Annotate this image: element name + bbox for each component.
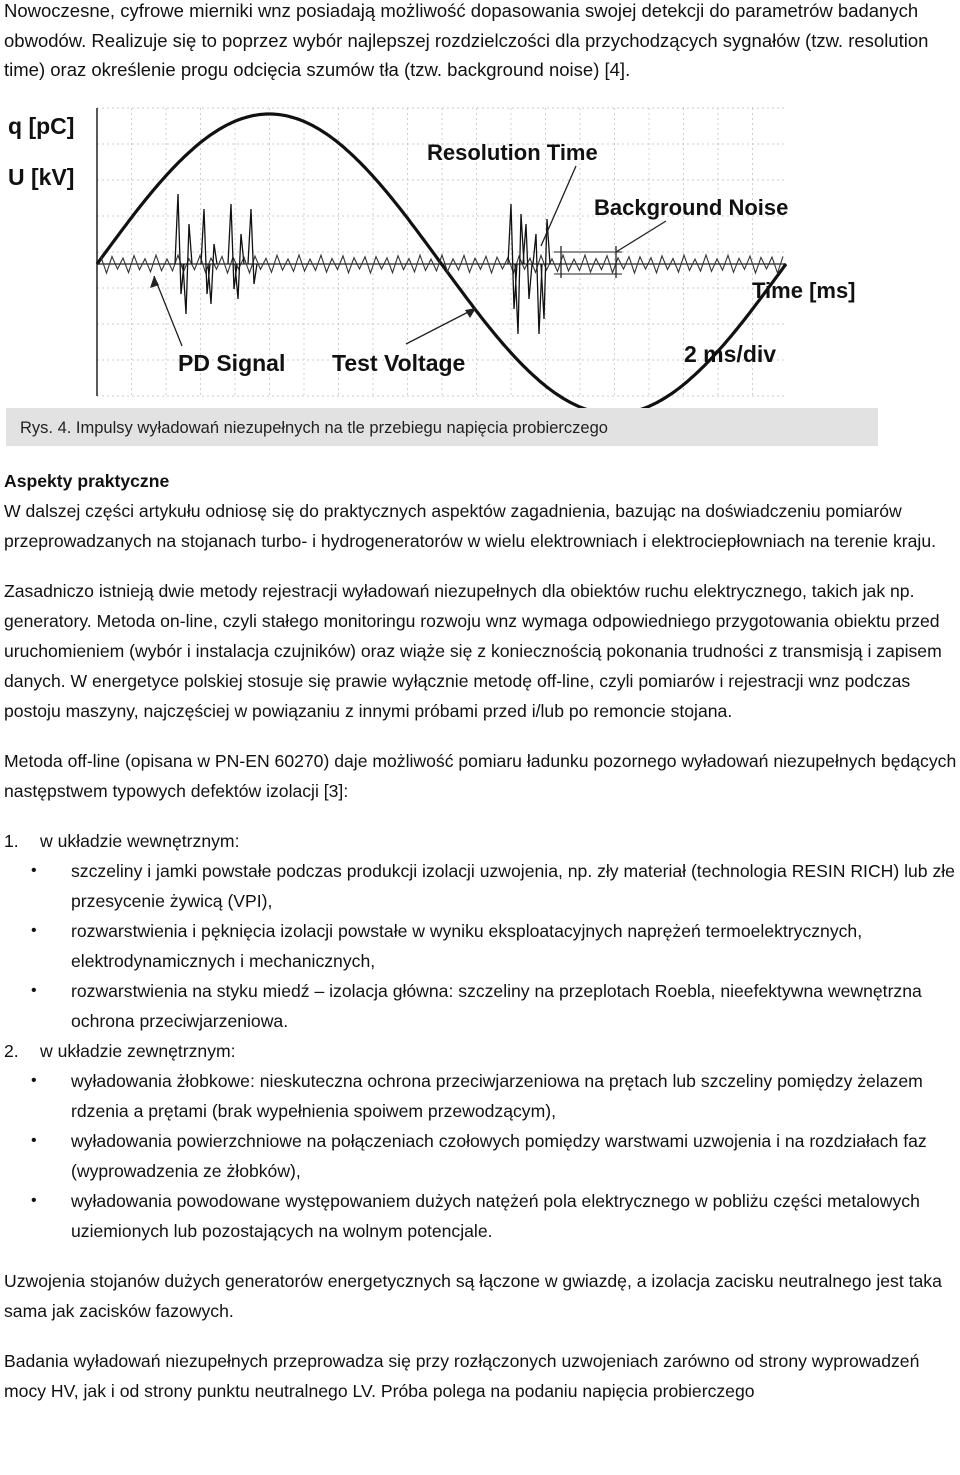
- bullet-text: wyładowania żłobkowe: nieskuteczna ochrona przeciwjarzeniowa na prętach lub szczeliny pomiędzy żelazem rdzenia a prętami (brak wypełnienia spoiwem przewodzącym),: [71, 1071, 923, 1121]
- bullet-text: rozwarstwienia i pęknięcia izolacji powstałe w wyniku eksploatacyjnych naprężeń termoelektrycznych, elektrodynamicznych i mechanicznych,: [71, 921, 863, 971]
- bullet-text: szczeliny i jamki powstałe podczas produkcji izolacji uzwojenia, np. zły materiał (technologia RESIN RICH) lub złe przesycenie żywicą (VPI),: [71, 861, 955, 911]
- paragraph-1: W dalszej części artykułu odniosę się do praktycznych aspektów zagadnienia, bazując na doświadczeniu pomiarów przeprowadzanych na stojanach turbo- i hydrogeneratorów w wielu elektrowniach i elektrociepłowniach na terenie kraju.: [4, 501, 936, 551]
- list-item: [4, 976, 958, 1036]
- list-item: [4, 916, 958, 976]
- y-label-voltage: U [kV]: [8, 164, 75, 190]
- bullet-icon: •: [31, 1132, 37, 1149]
- resolution-time-label: Resolution Time: [427, 140, 598, 165]
- bullet-text: wyładowania powodowane występowaniem dużych natężeń pola elektrycznego w pobliżu części metalowych uziemionych lub pozostających na wolnym potencjale.: [71, 1191, 920, 1241]
- list-item: [4, 1066, 958, 1126]
- paragraph-3: Metoda off-line (opisana w PN-EN 60270) daje możliwość pomiaru ładunku pozornego wyładowań niezupełnych będących następstwem typowych defektów izolacji [3]:: [4, 751, 957, 801]
- paragraph-2: Zasadniczo istnieją dwie metody rejestracji wyładowań niezupełnych dla obiektów ruchu elektrycznego, takich jak np. generatory. Metoda on-line, czyli stałego monitoringu rozwoju wnz wymaga odpowiedniego przygotowania obiektu przed uruchomieniem (wybór i instalacja czujników) oraz wiąże się z koniecznością pokonania trudności z transmisją i zapisem danych. W energetyce polskiej stosuje się prawie wyłącznie metodę off-line, czyli pomiarów i rejestracji wnz podczas postoju maszyny, najczęściej w powiązaniu z innymi próbami przed i/lub po remoncie stojana.: [4, 581, 942, 721]
- section-heading: Aspekty praktyczne: [4, 471, 170, 491]
- paragraph-4: Uzwojenia stojanów dużych generatorów energetycznych są łączone w gwiazdę, a izolacja zacisku neutralnego jest taka sama jak zacisków fazowych.: [4, 1271, 942, 1321]
- list-number: 2.: [4, 1041, 19, 1061]
- oscillogram-figure: [6, 96, 878, 446]
- test-voltage-label: Test Voltage: [332, 350, 466, 376]
- bullet-text: wyładowania powierzchniowe na połączeniach czołowych pomiędzy warstwami uzwojenia i na rozdziałach faz (wyprowadzenia ze żłobków),: [71, 1131, 927, 1181]
- background-noise-label: Background Noise: [594, 195, 789, 220]
- list-item: [4, 1126, 958, 1186]
- y-label-charge: q [pC]: [8, 113, 75, 139]
- list-item: [4, 856, 958, 916]
- article-body: [4, 466, 958, 1406]
- list-label: w układzie zewnętrznym:: [40, 1041, 236, 1061]
- time-axis-label: Time [ms]: [752, 278, 856, 303]
- list-item-internal: [4, 826, 958, 856]
- bullet-icon: •: [31, 862, 37, 879]
- bullet-icon: •: [31, 1072, 37, 1089]
- intro-block: [4, 0, 954, 85]
- bullet-text: rozwarstwienia na styku miedź – izolacja główna: szczeliny na przeplotach Roebla, nieefektywna wewnętrzna ochrona przeciwjarzeniowa.: [71, 981, 922, 1031]
- time-scale-label: 2 ms/div: [684, 341, 777, 367]
- paragraph-5: Badania wyładowań niezupełnych przeprowadza się przy rozłączonych uzwojeniach zarówno od strony wyprowadzeń mocy HV, jak i od strony punktu neutralnego LV. Próba polega na podaniu napięcia probierczego: [4, 1351, 920, 1401]
- bullet-icon: •: [31, 922, 37, 939]
- bullet-icon: •: [31, 1192, 37, 1209]
- list-number: 1.: [4, 831, 19, 851]
- bullet-icon: •: [31, 982, 37, 999]
- defects-list: [4, 826, 958, 1246]
- list-item: [4, 1186, 958, 1246]
- pd-signal-label: PD Signal: [178, 350, 286, 376]
- list-item-external: [4, 1036, 958, 1066]
- list-label: w układzie wewnętrznym:: [40, 831, 240, 851]
- figure-pd-signal: [6, 96, 878, 446]
- intro-paragraph: Nowoczesne, cyfrowe mierniki wnz posiadają możliwość dopasowania swojej detekcji do parametrów badanych obwodów. Realizuje się to poprzez wybór najlepszej rozdzielczości dla przychodzących sygnałów (tzw. resolution time) oraz określenie progu odcięcia szumów tła (tzw. background noise) [4].: [4, 0, 929, 80]
- figure-caption: Rys. 4. Impulsy wyładowań niezupełnych na tle przebiegu napięcia probierczego: [20, 419, 608, 437]
